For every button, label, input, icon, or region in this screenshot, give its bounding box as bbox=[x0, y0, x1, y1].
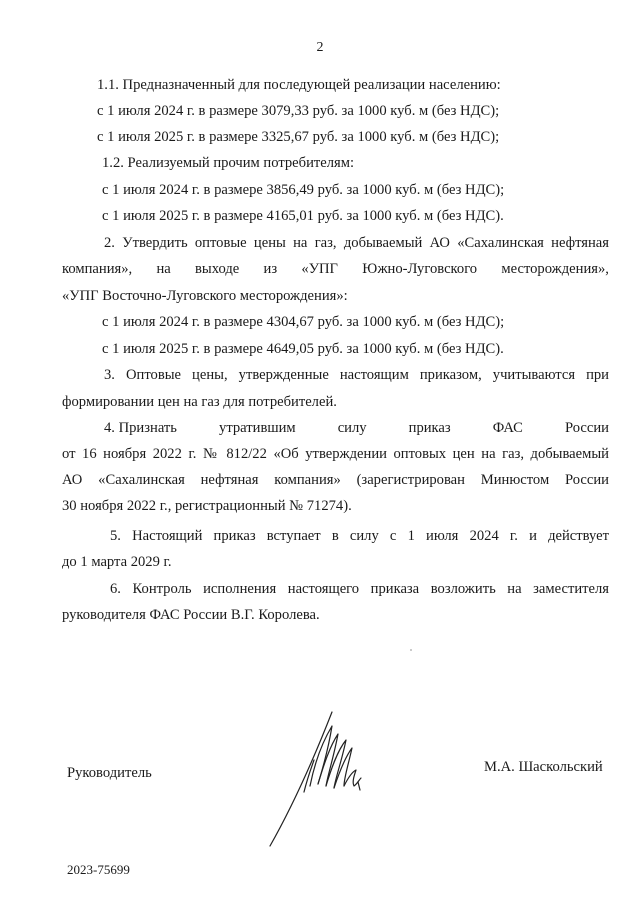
speck bbox=[410, 649, 412, 651]
paragraph-4-line-1 bbox=[104, 419, 609, 437]
page-number: 2 bbox=[316, 40, 324, 55]
price-line: с 1 июля 2025 г. в размере 4649,05 руб. за 1000 куб. м (без НДС). bbox=[102, 341, 504, 357]
price-line: с 1 июля 2024 г. в размере 3079,33 руб. за 1000 куб. м (без НДС); bbox=[97, 103, 500, 119]
handwritten-signature bbox=[262, 706, 372, 856]
price-line: с 1 июля 2024 г. в размере 3856,49 руб. за 1000 куб. м (без НДС); bbox=[102, 182, 505, 198]
paragraph-5-line-1: 5. Настоящий приказ вступает в силу с 1 июля 2024 г. и действует bbox=[110, 528, 609, 544]
price-line: с 1 июля 2025 г. в размере 3325,67 руб. за 1000 куб. м (без НДС); bbox=[97, 129, 500, 145]
word: 4. Признать bbox=[104, 420, 177, 436]
signatory-title: Руководитель bbox=[67, 765, 152, 781]
price-line: с 1 июля 2025 г. в размере 4165,01 руб. за 1000 куб. м (без НДС). bbox=[102, 208, 504, 224]
word: России bbox=[564, 420, 609, 436]
paragraph-4-line-4: 30 ноября 2022 г., регистрационный № 71274). bbox=[62, 498, 352, 514]
word: приказ bbox=[408, 420, 451, 436]
paragraph-3-line-2: формировании цен на газ для потребителей. bbox=[62, 394, 337, 410]
word: ФАС bbox=[492, 420, 523, 436]
paragraph-3-line-1: 3. Оптовые цены, утвержденные настоящим приказом, учитываются при bbox=[104, 367, 609, 383]
word: «УПГ bbox=[301, 261, 338, 277]
paragraph-2-line-3: «УПГ Восточно-Луговского месторождения»: bbox=[62, 288, 348, 304]
paragraph-4-line-3: АО «Сахалинская нефтяная компания» (зарегистрирован Минюстом России bbox=[62, 472, 609, 488]
word: утратившим bbox=[219, 420, 296, 436]
word: из bbox=[263, 261, 278, 277]
paragraph-1-2: 1.2. Реализуемый прочим потребителям: bbox=[102, 155, 355, 171]
paragraph-4-line-2: от 16 ноября 2022 г. № 812/22 «Об утверждении оптовых цен на газ, добываемый bbox=[62, 446, 609, 462]
word: силу bbox=[337, 420, 367, 436]
word: Южно-Луговского bbox=[362, 261, 478, 277]
paragraph-2-line-1: 2. Утвердить оптовые цены на газ, добываемый АО «Сахалинская нефтяная bbox=[104, 235, 609, 251]
paragraph-6-line-2: руководителя ФАС России В.Г. Королева. bbox=[62, 607, 320, 623]
paragraph-1-1: 1.1. Предназначенный для последующей реализации населению: bbox=[97, 77, 501, 93]
document-number: 2023-75699 bbox=[67, 862, 130, 877]
word: на bbox=[156, 261, 171, 277]
paragraph-5-line-2: до 1 марта 2029 г. bbox=[62, 554, 172, 570]
word: выходе bbox=[195, 261, 240, 277]
word: месторождения», bbox=[501, 261, 609, 277]
word: компания», bbox=[62, 261, 133, 277]
signatory-name: М.А. Шаскольский bbox=[484, 759, 603, 775]
paragraph-6-line-1: 6. Контроль исполнения настоящего приказа возложить на заместителя bbox=[110, 581, 609, 597]
paragraph-2-line-2 bbox=[62, 260, 609, 278]
price-line: с 1 июля 2024 г. в размере 4304,67 руб. за 1000 куб. м (без НДС); bbox=[102, 314, 505, 330]
